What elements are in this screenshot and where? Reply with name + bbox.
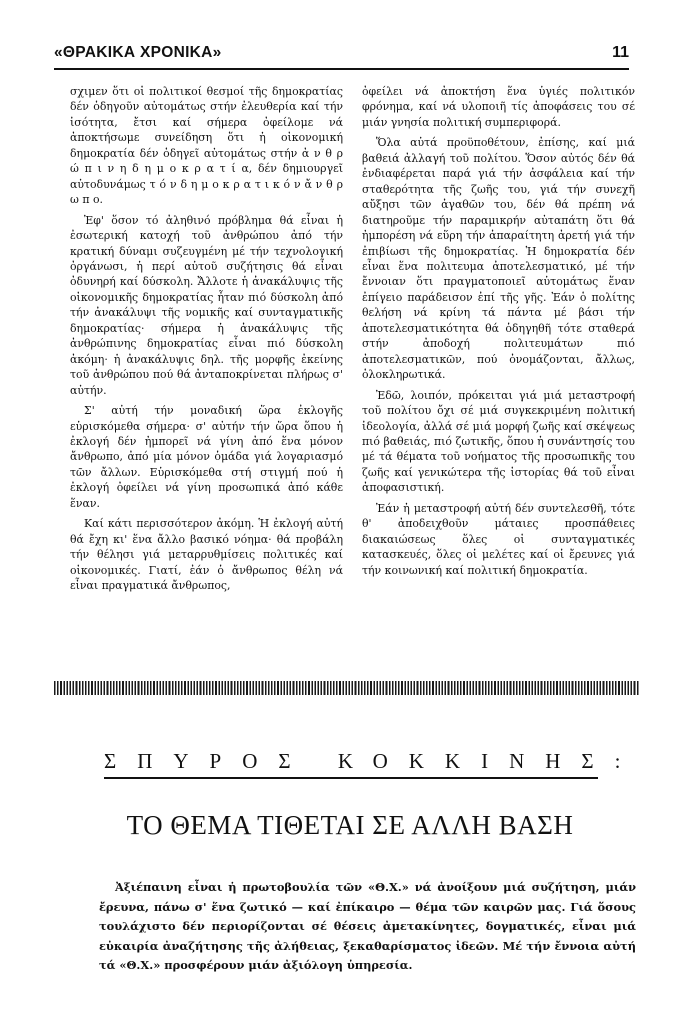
paragraph: Ἐάν ἡ μεταστροφή αὐτή δέν συντελεσθῆ, τότε θ' ἀποδειχθοῦν μάταιες προσπάθειες διακαιώσεως ὅλες οἱ συνταγματικές κατασκευές, ὅλες οἱ μελέτες καί οἱ ἔρευνες γιά τήν κοινωνική καί πολιτική δημοκρατία.	[362, 501, 635, 577]
author-underline	[104, 777, 598, 779]
paragraph: σχιμεν ὅτι οἱ πολιτικοί θεσμοί τῆς δημοκρατίας δέν ὁδηγοῦν αὐτομάτως στήν ἐλευθερία καί τήν ἰσότητα, ἔτσι καί σήμερα ὀφείλομε νά ἀποκτήσωμε συνείδηση ὅτι ἡ οἰκονομική δημοκρατία δέν ὁδηγεῖ αὐτομάτως στήν ἀ ν θ ρ ώ π ι ν η δ η μ ο κ ρ α τ ί α, δέν δημιουργεῖ αὐτοδυνάμως τ ό ν δ η μ ο κ ρ α τ ι κ ό ν ἄ ν θ ρ ω π ο.	[70, 85, 343, 207]
header-rule	[54, 68, 629, 70]
article-title: ΤΟ ΘΕΜΑ ΤΙΘΕΤΑΙ ΣΕ ΑΛΛΗ ΒΑΣΗ	[126, 810, 574, 840]
section-divider-bar	[54, 681, 640, 695]
author-name: ΣΠΥΡΟΣ ΚΟΚΚΙΝΗΣ:	[104, 749, 642, 773]
paragraph: Καί κάτι περισσότερον ἀκόμη. Ἡ ἐκλογή αὐτή θά ἔχη κι' ἕνα ἄλλο βασικό νόημα· θά προβάλη τήν θέλησι γιά μεταρρυθμίσεις πολιτικές καί οἰκονομικές. Γιατί, ἐάν ὁ ἄνθρωπος θέλη νά εἶναι πραγματικά ἄνθρωπος,	[70, 517, 343, 593]
page-number: 11	[612, 44, 629, 61]
left-column	[70, 84, 343, 680]
article-intro: Ἀξιέπαινη εἶναι ἡ πρωτοβουλία τῶν «Θ.Χ.» νά ἀνοίξουν μιά συζήτηση, μιάν ἔρευνα, πάνω σ' ἕνα ζωτικό — καί ἐπίκαιρο — θέμα τῶν καιρῶν μας. Γιά ὅσους τουλάχιστο δέν περιορίζονται σέ θέσεις ἀμετακίνητες, δογματικές, εἶναι μιά εὐκαιρία ἀναζήτησης τῆς ἀλήθειας, ξεκαθαρίσματος ἰδεῶν. Μέ τήν ἔννοια αὐτή τά «Θ.Χ.» προσφέρουν μιάν ἀξιόλογη ὑπηρεσία.	[99, 880, 636, 972]
journal-title: «ΘΡΑΚΙΚΑ ΧΡΟΝΙΚΑ»	[54, 44, 222, 61]
paragraph: Σ' αὐτή τήν μοναδική ὥρα ἐκλογῆς εὑρισκόμεθα σήμερα· σ' αὐτήν τήν ὥρα ὅπου ἡ ἐκλογή δέν ἠμπορεῖ νά γίνη ἀπό ἕνα μόνον ἄνθρωπο, ἀπό μία μόνον ὁμάδα γιά λογαριασμό τῶν ἄλλων. Εὑρισκόμεθα στή στιγμή πού ἡ ἐκλογή ὀφείλει νά γίνη προσωπικά ἀπό κάθε ἕναν.	[70, 404, 343, 510]
running-header	[54, 44, 629, 62]
article-body	[70, 84, 635, 680]
right-column	[362, 84, 635, 680]
paragraph: ὀφείλει νά ἀποκτήση ἕνα ὑγιές πολιτικόν φρόνημα, καί νά υλοποιῆ τίς ἀποφάσεις του σέ μιάν γνησία πολιτική συμπεριφορά.	[362, 85, 635, 129]
paragraph: Ὅλα αὐτά προϋποθέτουν, ἐπίσης, καί μιά βαθειά ἀλλαγή τοῦ πολίτου. Ὅσον αὐτός δέν θά ἐνδιαφέρεται παρά γιά τήν ἀσφάλεια καί τήν σταθερότητα τῆς ζωῆς του, γιά τήν συνεχῆ αὔξησι τῶν ἀγαθῶν του, δέν θά πρέπη νά διατηροῦμε τήν παραμικρήν αὐταπάτη ὅτι θά ἠμπορέση νά εὕρη τήν ἀπαραίτητη ἀρετή γιά τήν ἐπιβίωσι τῆς δημοκρατίας. Ἡ δημοκρατία δέν εἶναι ἕνα πολιτευμα ἀποτελεσματικό, μέ τήν ἔννοιαν ὅτι πραγματοποιεῖ αὐτομάτως ἕναν ἐπίγειο παράδεισον ἐπί τῆς γῆς. Ἐάν ὁ πολίτης θελήση νά κρίνη τά πάντα μέ βάσι τήν ἀποτελεσματικότητα θά ὁδηγηθῆ τότε σταθερά στήν ἀποδοχή πολιτευμάτων πιό ἀποτελεσματικῶν, πού ὀνομάζονται, ἄλλως, ὁλοκληρωτικά.	[362, 136, 635, 382]
paragraph: Ἐφ' ὅσον τό ἀληθινό πρόβλημα θά εἶναι ἡ ἐσωτερική κατοχή τοῦ ἀνθρώπου ἀπό τήν κρατική δύναμι συζευγμένη μέ τήν τεχνολογική ὀργάνωσι, ἡ περί αὐτοῦ συζήτησις θά εἶναι ὀδυνηρή καί δύσκολη. Ἄλλοτε ἡ ἀνακάλυψις τῆς οἰκονομικῆς δημοκρατίας ἦταν πιό δύσκολη ἀπό τήν ἀνακάλυψι τῆς νομικῆς καί συνταγματικῆς δημοκρατίας· σήμερα ἡ ἀνακάλυψις τῆς ἀνθρώπινης δημοκρατίας εἶναι πιό δύσκολη ἀκόμη· ἡ ἀνακάλυψις δηλ. τῆς μορφῆς ἐκείνης τοῦ ἀνθρώπου πού θά ἀνταποκρίνεται πλήρως σ' αὐτήν.	[70, 213, 343, 397]
paragraph: Ἐδῶ, λοιπόν, πρόκειται γιά μιά μεταστροφή τοῦ πολίτου ὄχι σέ μιά συγκεκριμένη πολιτική ἰδεολογία, ἀλλά σέ μιά μορφή ζωῆς καί σκέψεως πιό βαθειάς, πιό ζωτικῆς, ὅπου ἡ συνάντησίς του μέ τά θέματα τοῦ νοήματος τῆς προσωπικῆς του ζωῆς καί γενικώτερα τῆς ἱστορίας θά τοῦ εἶναι ἀποφασιστική.	[362, 388, 635, 495]
